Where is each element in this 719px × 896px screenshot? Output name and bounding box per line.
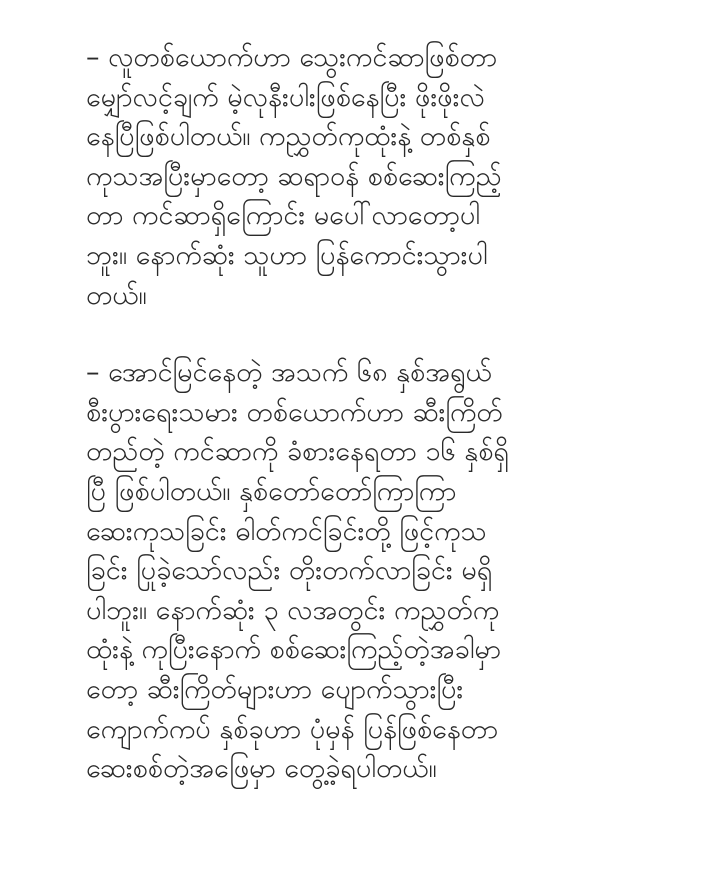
article-body	[86, 38, 626, 789]
text-line: ကုသအပြီးမှာတော့ ဆရာဝန် စစ်ဆေးကြည့်	[86, 160, 502, 192]
text-line: ကျောက်ကပ် နှစ်ခုဟာ ပုံမှန် ပြန်ဖြစ်နေတာ	[86, 713, 499, 745]
text-line: တယ်။	[86, 279, 147, 311]
text-line: နေပြီဖြစ်ပါတယ်။ ကညွှတ်ကုထုံးနဲ့ တစ်နှစ်	[86, 121, 491, 153]
text-line: မျှော်လင့်ချက် မဲ့လုနီးပါးဖြစ်နေပြီး ဖိုးဖိုးလဲ	[86, 81, 485, 113]
text-line: ပြီ ဖြစ်ပါတယ်။ နှစ်တော်တော်ကြာကြာ	[86, 475, 457, 507]
text-line: တာ ကင်ဆာရှိကြောင်း မပေါ်လာတော့ပါ	[86, 200, 480, 232]
text-line: ဘူး။ နောက်ဆုံး သူဟာ ပြန်ကောင်းသွားပါ	[86, 239, 488, 271]
text-line: – လူတစ်ယောက်ဟာ သွေးကင်ဆာဖြစ်တာ	[86, 42, 498, 73]
text-line: ဆေးစစ်တဲ့အဖြေမှာ တွေ့ခဲ့ရပါတယ်။	[86, 753, 437, 785]
text-line: ထုံးနဲ့ ကုပြီးနောက် စစ်ဆေးကြည့်တဲ့အခါမှာ	[86, 634, 501, 666]
text-line: ဆေးကုသခြင်း ဓါတ်ကင်ခြင်းတို့ ဖြင့်ကုသ	[86, 515, 487, 547]
text-line: တော့ ဆီးကြိတ်များဟာ ပျောက်သွားပြီး	[86, 673, 464, 705]
paragraph-1	[86, 38, 626, 315]
paragraph-2	[86, 353, 626, 789]
text-line: ခြင်း ပြုခဲ့သော်လည်း တိုးတက်လာခြင်း မရှိ	[86, 555, 493, 587]
text-line: – အောင်မြင်နေတဲ့ အသက် ၆၈ နှစ်အရွယ်	[86, 357, 492, 389]
text-line: စီးပွားရေးသမား တစ်ယောက်ဟာ ဆီးကြိတ်	[86, 396, 503, 428]
text-line: ပါဘူး။ နောက်ဆုံး ၃ လအတွင်း ကညွှတ်ကု	[86, 594, 500, 626]
text-line: တည်တဲ့ ကင်ဆာကို ခံစားနေရတာ ၁၆ နှစ်ရှိ	[86, 436, 509, 468]
